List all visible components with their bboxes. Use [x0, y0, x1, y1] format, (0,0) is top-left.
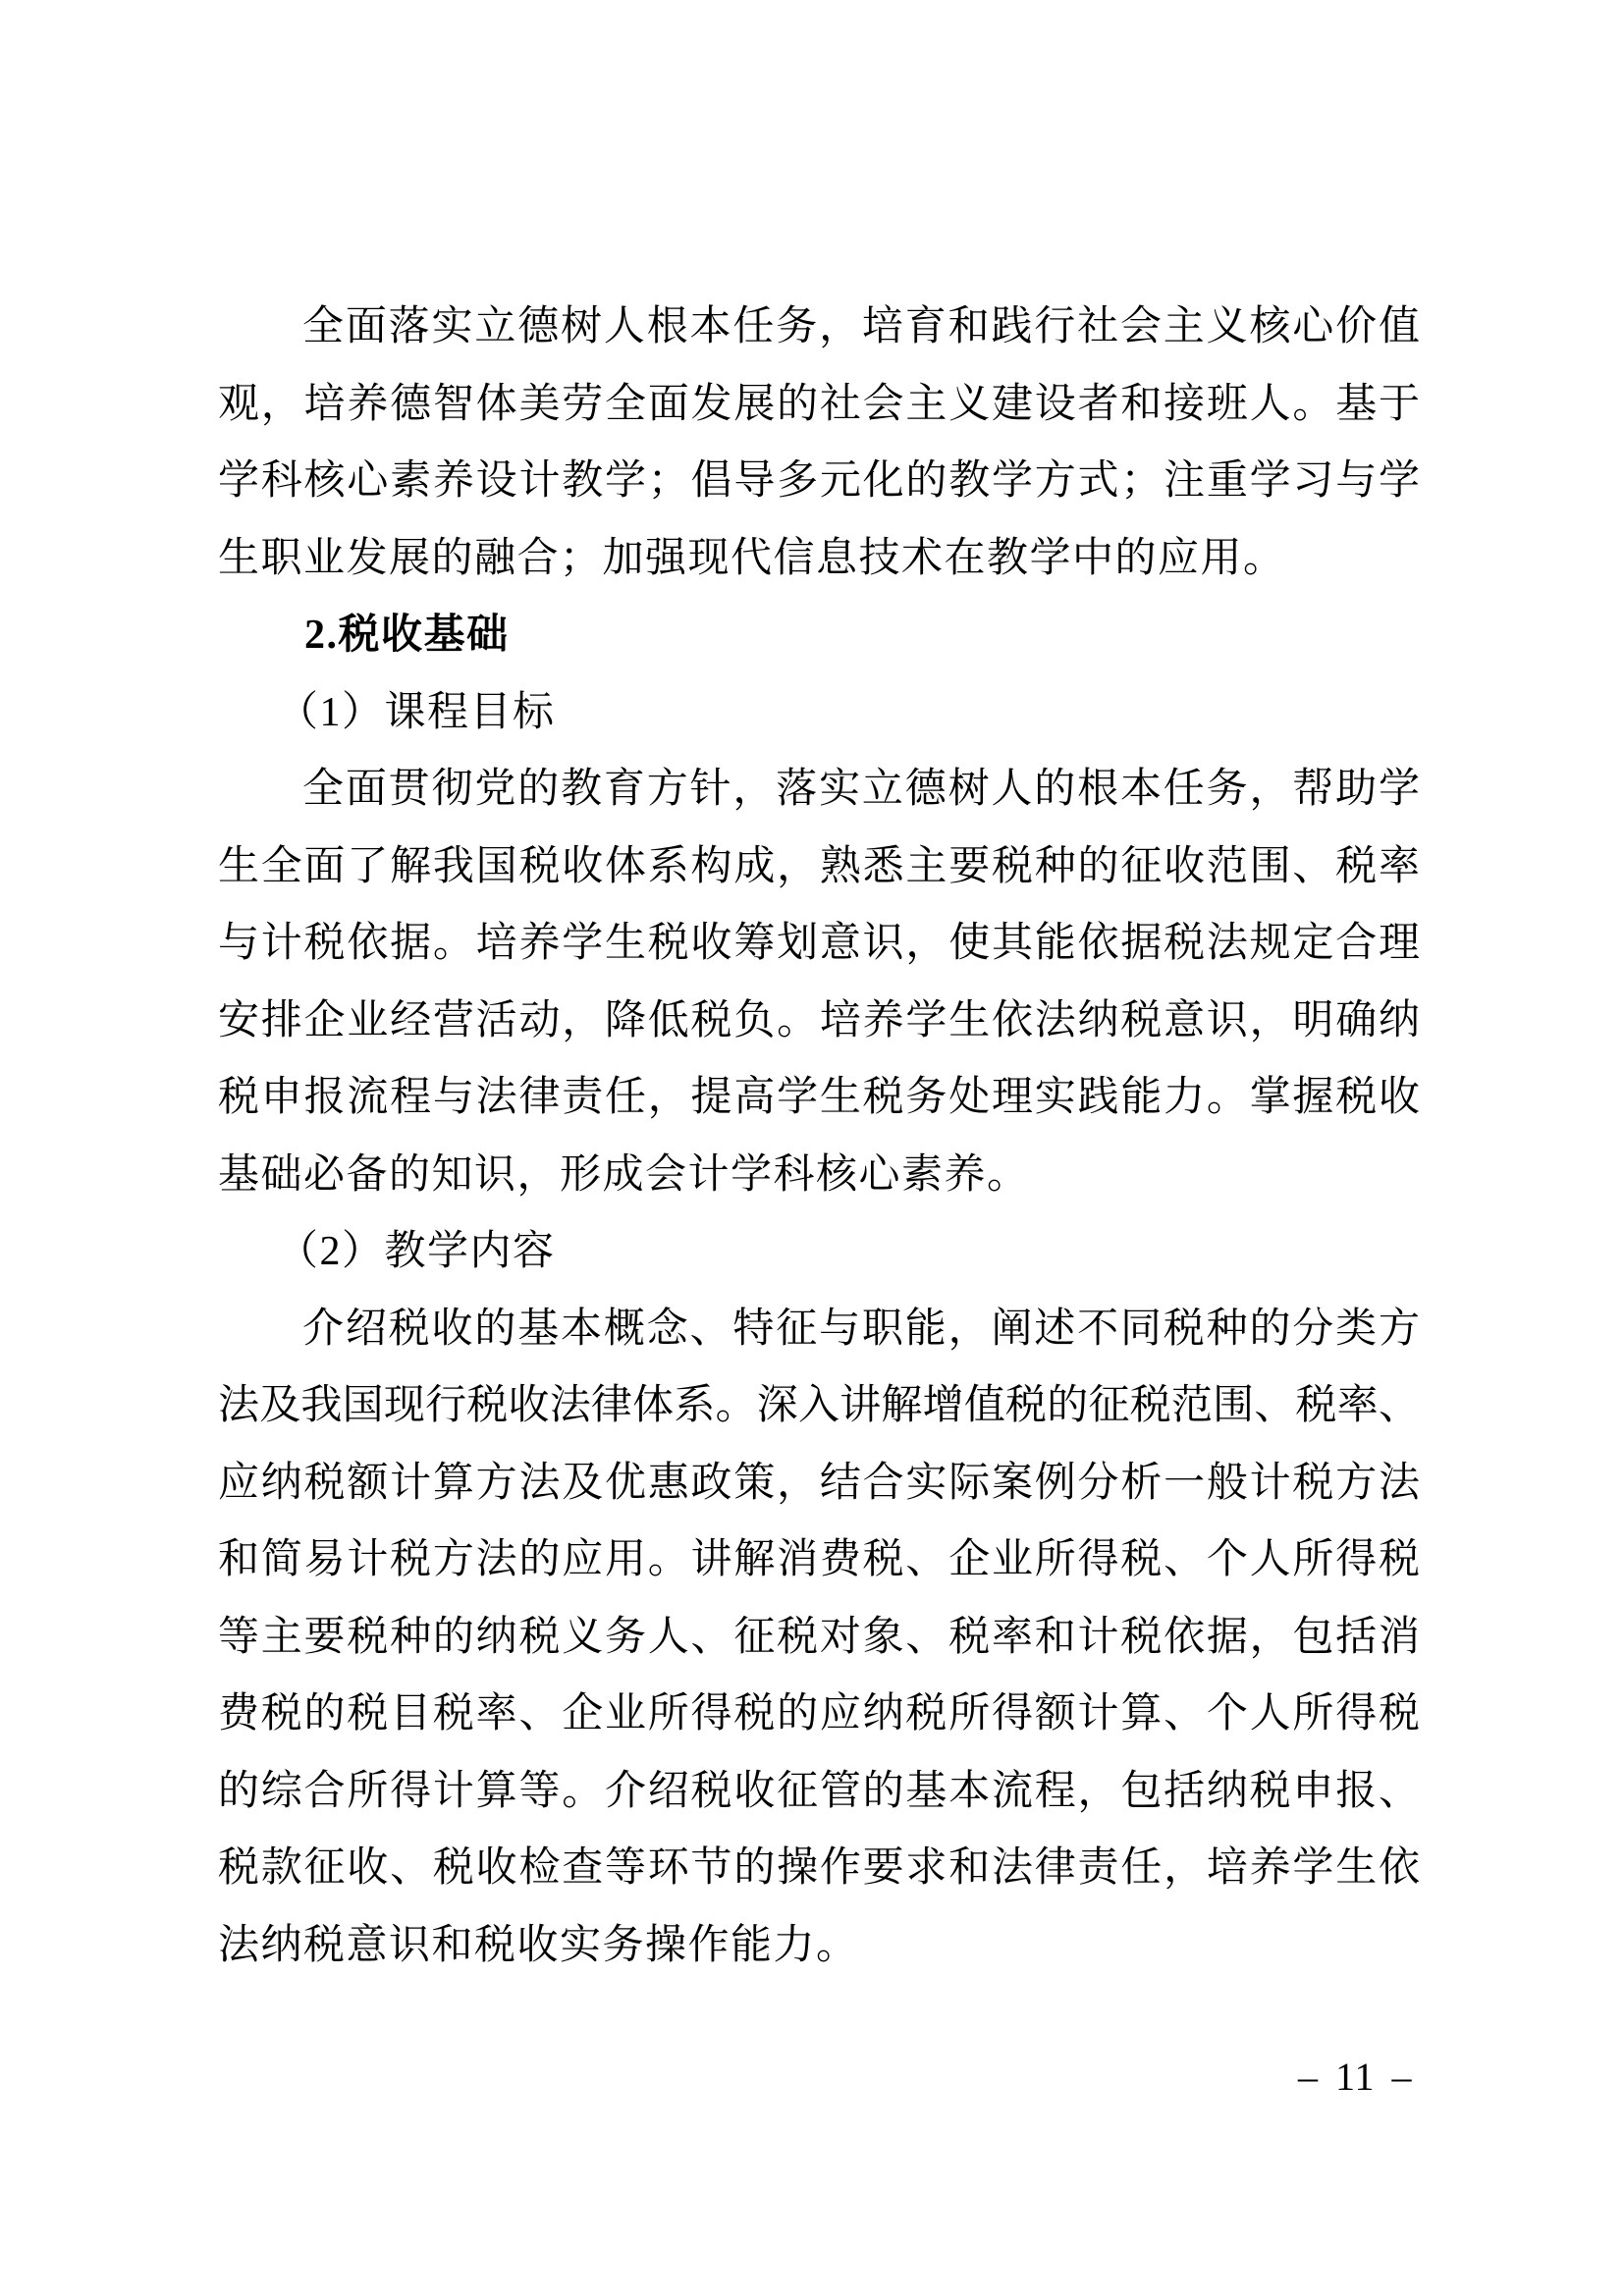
text-block	[218, 289, 1420, 1984]
body-line: 生职业发展的融合；加强现代信息技术在教学中的应用。	[218, 535, 1286, 581]
body-line: 与计税依据。培养学生税收筹划意识，使其能依据税法规定合理	[218, 921, 1420, 966]
body-line: 基础必备的知识，形成会计学科核心素养。	[218, 1151, 1030, 1198]
body-line: 全面贯彻党的教育方针，落实立德树人的根本任务，帮助学	[302, 767, 1420, 812]
body-line: 等主要税种的纳税义务人、征税对象、税率和计税依据，包括消	[218, 1614, 1420, 1660]
body-line: 税申报流程与法律责任，提高学生税务处理实践能力。掌握税收	[218, 1075, 1420, 1120]
subsection-heading: （2）教学内容	[277, 1229, 556, 1274]
subsection-heading: （1）课程目标	[277, 689, 556, 735]
body-line: 应纳税额计算方法及优惠政策，结合实际案例分析一般计税方法	[218, 1460, 1420, 1506]
body-line: 法及我国现行税收法律体系。深入讲解增值税的征税范围、税率、	[218, 1383, 1420, 1428]
body-line: 安排企业经营活动，降低税负。培养学生依法纳税意识，明确纳	[218, 997, 1420, 1043]
body-line: 的综合所得计算等。介绍税收征管的基本流程，包括纳税申报、	[218, 1768, 1420, 1814]
body-line: 费税的税目税率、企业所得税的应纳税所得额计算、个人所得税	[218, 1691, 1420, 1736]
body-line: 生全面了解我国税收体系构成，熟悉主要税种的征收范围、税率	[218, 843, 1420, 889]
section-heading: 2.税收基础	[304, 613, 510, 658]
body-line: 和简易计税方法的应用。讲解消费税、企业所得税、个人所得税	[218, 1537, 1420, 1582]
body-line: 税款征收、税收检查等环节的操作要求和法律责任，培养学生依	[218, 1845, 1420, 1891]
body-line: 介绍税收的基本概念、特征与职能，阐述不同税种的分类方	[302, 1306, 1420, 1352]
page-number: – 11 –	[1298, 2055, 1413, 2099]
body-line: 观，培养德智体美劳全面发展的社会主义建设者和接班人。基于	[218, 381, 1420, 427]
body-line: 学科核心素养设计教学；倡导多元化的教学方式；注重学习与学	[218, 458, 1420, 504]
body-line: 全面落实立德树人根本任务，培育和践行社会主义核心价值	[302, 304, 1420, 349]
body-line: 法纳税意识和税收实务操作能力。	[218, 1922, 859, 1968]
